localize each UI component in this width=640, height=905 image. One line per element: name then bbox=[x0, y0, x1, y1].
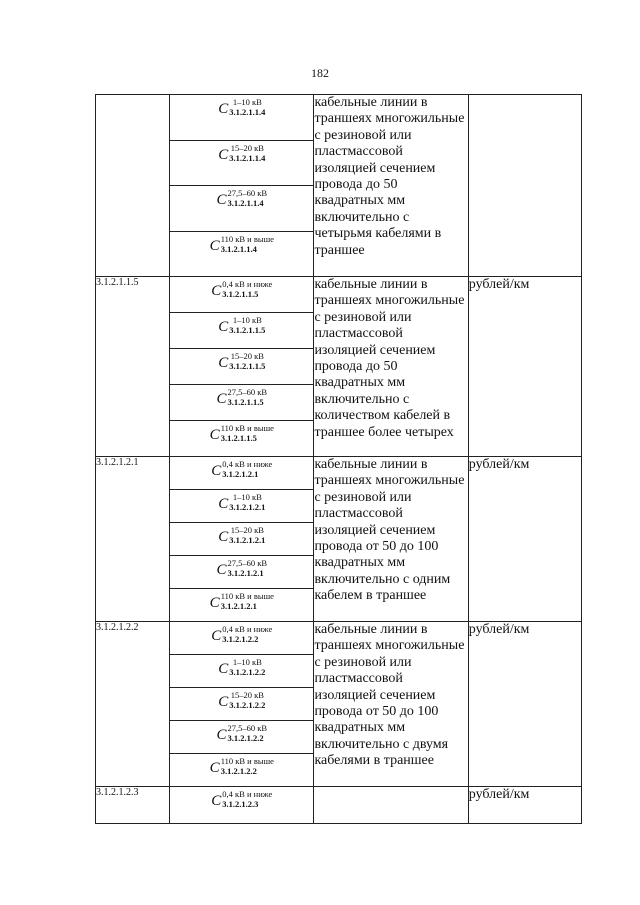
rate-table-body bbox=[96, 95, 582, 824]
rate-symbols-cell bbox=[170, 622, 314, 787]
rate-symbol-voltage: 110 кВ и выше bbox=[220, 756, 274, 766]
rate-symbol-voltage: 110 кВ и выше bbox=[220, 423, 274, 433]
rate-symbol bbox=[170, 622, 313, 655]
rate-symbol-letter: C bbox=[218, 101, 229, 117]
row-description: кабельные линии в траншеях многожильные с резиновой или пластмассовой изоляцией сечением провода от 50 до 100 квадратных мм включительно с одним кабелем в траншее bbox=[314, 457, 468, 622]
rate-symbol bbox=[170, 655, 313, 688]
rate-symbol-letter: C bbox=[211, 283, 222, 299]
rate-symbol-voltage: 15–20 кВ bbox=[230, 690, 264, 700]
table-row bbox=[96, 787, 582, 824]
rate-symbol-voltage: 110 кВ и выше bbox=[220, 233, 274, 244]
rate-symbol-voltage: 27,5–60 кВ bbox=[227, 723, 268, 733]
rate-symbol bbox=[170, 313, 313, 349]
rate-symbol bbox=[170, 349, 313, 385]
rate-symbol-letter: C bbox=[216, 391, 227, 407]
rate-symbol-letter: C bbox=[218, 146, 229, 163]
rate-symbol-letter: C bbox=[211, 793, 222, 809]
rate-symbol-voltage: 15–20 кВ bbox=[230, 525, 264, 535]
rate-symbol-letter: C bbox=[218, 529, 229, 545]
row-code bbox=[96, 95, 170, 277]
table-row bbox=[96, 277, 582, 457]
rate-symbol-index: 3.1.2.1.1.5 bbox=[227, 397, 264, 407]
rate-symbol bbox=[170, 721, 313, 754]
rate-symbol-index: 3.1.2.1.2.1 bbox=[220, 601, 257, 611]
rate-symbol-voltage: 1–10 кВ bbox=[232, 315, 262, 325]
rate-symbol-letter: C bbox=[218, 319, 229, 335]
page-number: 182 bbox=[311, 66, 329, 80]
row-unit bbox=[468, 95, 581, 277]
rate-symbol-index: 3.1.2.1.1.4 bbox=[229, 152, 266, 163]
rate-symbol bbox=[170, 232, 313, 277]
rate-symbol bbox=[170, 385, 313, 421]
rate-symbol-voltage: 1–10 кВ bbox=[232, 97, 262, 107]
row-unit: рублей/км bbox=[468, 457, 581, 622]
rate-symbol-voltage: 0,4 кВ и ниже bbox=[222, 624, 273, 634]
rate-symbol-index: 3.1.2.1.1.4 bbox=[227, 198, 264, 208]
rate-symbol-letter: C bbox=[216, 192, 227, 208]
rate-symbol bbox=[170, 421, 313, 456]
rate-symbol-index: 3.1.2.1.2.1 bbox=[222, 469, 259, 479]
rate-symbol-index: 3.1.2.1.2.2 bbox=[229, 700, 266, 710]
rate-symbol-letter: C bbox=[211, 628, 222, 644]
rate-symbol-index: 3.1.2.1.1.5 bbox=[220, 433, 257, 443]
rate-symbol-index: 3.1.2.1.2.2 bbox=[227, 733, 264, 743]
rate-symbol-index: 3.1.2.1.1.4 bbox=[229, 107, 266, 117]
rate-symbol-voltage: 0,4 кВ и ниже bbox=[222, 789, 273, 799]
rate-symbol-voltage: 15–20 кВ bbox=[230, 142, 264, 153]
rate-symbol-voltage: 27,5–60 кВ bbox=[227, 558, 268, 568]
row-description: кабельные линии в траншеях многожильные с резиновой или пластмассовой изоляцией сечением провода до 50 квадратных мм включительно с четырьмя кабелями в траншее bbox=[314, 95, 468, 277]
rate-symbol bbox=[170, 457, 313, 490]
row-description: кабельные линии в траншеях многожильные с резиновой или пластмассовой изоляцией сечением провода до 50 квадратных мм включительно с количеством кабелей в траншее более четырех bbox=[314, 277, 468, 457]
rate-symbol-letter: C bbox=[216, 562, 227, 578]
row-code: 3.1.2.1.2.3 bbox=[96, 787, 170, 824]
rate-symbol bbox=[170, 523, 313, 556]
row-unit: рублей/км bbox=[468, 277, 581, 457]
rate-table bbox=[95, 94, 582, 824]
rate-symbol-voltage: 110 кВ и выше bbox=[220, 591, 274, 601]
row-description bbox=[314, 787, 468, 824]
rate-symbol-voltage: 27,5–60 кВ bbox=[227, 188, 268, 198]
rate-symbol-index: 3.1.2.1.1.5 bbox=[229, 361, 266, 371]
rate-symbol-voltage: 15–20 кВ bbox=[230, 351, 264, 361]
row-unit: рублей/км bbox=[468, 787, 581, 824]
rate-symbol-index: 3.1.2.1.2.1 bbox=[227, 568, 264, 578]
rate-symbol-index: 3.1.2.1.2.3 bbox=[222, 799, 259, 809]
rate-symbol-voltage: 1–10 кВ bbox=[232, 492, 262, 502]
table-row bbox=[96, 95, 582, 277]
rate-symbol-voltage: 1–10 кВ bbox=[232, 657, 262, 667]
rate-symbol bbox=[170, 95, 313, 141]
rate-symbol-letter: C bbox=[209, 595, 220, 611]
rate-symbol-letter: C bbox=[218, 694, 229, 710]
rate-symbol bbox=[170, 688, 313, 721]
rate-symbol-letter: C bbox=[218, 661, 229, 677]
row-code: 3.1.2.1.2.1 bbox=[96, 457, 170, 622]
rate-symbol-letter: C bbox=[209, 427, 220, 443]
rate-symbol-index: 3.1.2.1.1.5 bbox=[229, 325, 266, 335]
rate-symbol-index: 3.1.2.1.1.5 bbox=[222, 289, 259, 299]
rate-symbol-index: 3.1.2.1.2.2 bbox=[229, 667, 266, 677]
rate-symbol-letter: C bbox=[211, 463, 222, 479]
rate-symbol-letter: C bbox=[218, 355, 229, 371]
rate-symbol-voltage: 0,4 кВ и ниже bbox=[222, 459, 273, 469]
table-row bbox=[96, 622, 582, 787]
rate-symbol-index: 3.1.2.1.1.4 bbox=[220, 243, 257, 254]
rate-symbol-voltage: 27,5–60 кВ bbox=[227, 387, 268, 397]
rate-symbols-cell bbox=[170, 787, 314, 824]
rate-symbol-letter: C bbox=[218, 496, 229, 512]
row-description: кабельные линии в траншеях многожильные с резиновой или пластмассовой изоляцией сечением провода от 50 до 100 квадратных мм включительно с двумя кабелями в траншее bbox=[314, 622, 468, 787]
rate-symbol-letter: C bbox=[209, 760, 220, 776]
rate-symbol bbox=[170, 754, 313, 786]
rate-symbol-voltage: 0,4 кВ и ниже bbox=[222, 279, 273, 289]
rate-symbol bbox=[170, 277, 313, 313]
rate-symbol bbox=[170, 787, 313, 823]
row-code: 3.1.2.1.1.5 bbox=[96, 277, 170, 457]
row-code: 3.1.2.1.2.2 bbox=[96, 622, 170, 787]
table-row bbox=[96, 457, 582, 622]
rate-symbol bbox=[170, 589, 313, 621]
row-unit: рублей/км bbox=[468, 622, 581, 787]
rate-symbol bbox=[170, 141, 313, 187]
rate-symbols-cell bbox=[170, 277, 314, 457]
rate-symbol-letter: C bbox=[216, 727, 227, 743]
rate-symbol bbox=[170, 490, 313, 523]
rate-symbol bbox=[170, 186, 313, 232]
rate-symbol-index: 3.1.2.1.2.1 bbox=[229, 535, 266, 545]
rate-symbol-index: 3.1.2.1.2.1 bbox=[229, 502, 266, 512]
rate-symbol-index: 3.1.2.1.2.2 bbox=[222, 634, 259, 644]
rate-symbol bbox=[170, 556, 313, 589]
rate-symbol-letter: C bbox=[209, 237, 220, 254]
rate-symbols-cell bbox=[170, 457, 314, 622]
rate-symbol-index: 3.1.2.1.2.2 bbox=[220, 766, 257, 776]
rate-symbols-cell bbox=[170, 95, 314, 277]
